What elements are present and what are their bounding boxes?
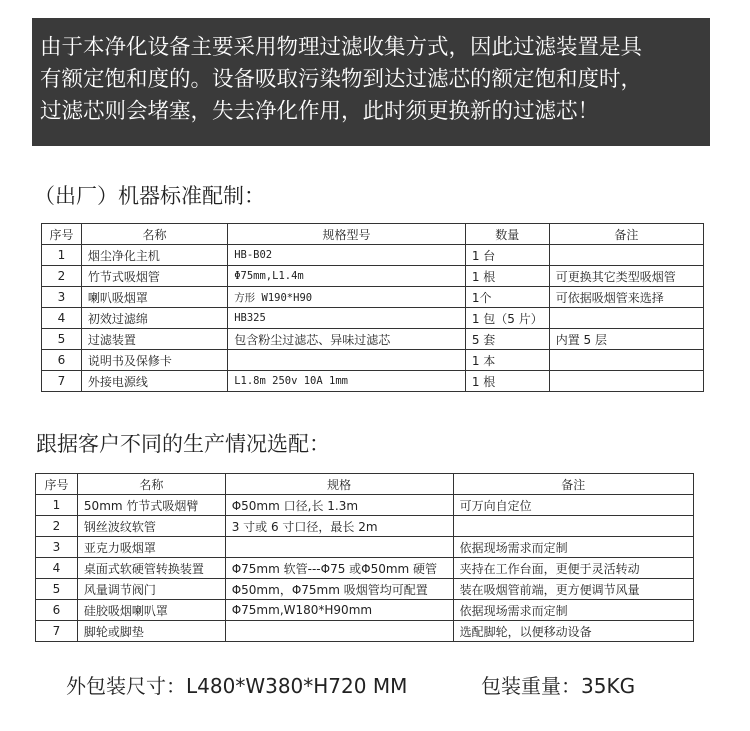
cell-note: 可依据吸烟管来选择: [549, 287, 703, 308]
table-row: [36, 516, 694, 537]
cell-qty: 1个: [465, 287, 549, 308]
cell-spec: HB-B02: [228, 245, 466, 266]
header-name: 名称: [81, 224, 227, 245]
header-index: 序号: [42, 224, 82, 245]
cell-index: 2: [42, 266, 82, 287]
cell-index: 4: [36, 558, 78, 579]
cell-note: [549, 371, 703, 392]
cell-spec: Φ75mm,L1.4m: [228, 266, 466, 287]
cell-index: 5: [36, 579, 78, 600]
table-row: [42, 287, 704, 308]
cell-note: 可更换其它类型吸烟管: [549, 266, 703, 287]
cell-note: 夹持在工作台面，更便于灵活转动: [453, 558, 693, 579]
optional-config-heading: 跟据客户不同的生产情况选配：: [36, 432, 330, 456]
cell-note: [453, 516, 693, 537]
standard-config-heading: （出厂）机器标准配制：: [34, 184, 265, 208]
table-header-row: [36, 474, 694, 495]
notice-line: 有额定饱和度的。设备吸取污染物到达过滤芯的额定饱和度时，: [40, 67, 643, 92]
cell-index: 5: [42, 329, 82, 350]
cell-note: [549, 350, 703, 371]
cell-index: 4: [42, 308, 82, 329]
cell-name: 喇叭吸烟罩: [81, 287, 227, 308]
cell-name: 亚克力吸烟罩: [77, 537, 225, 558]
cell-spec: 方形 W190*H90: [228, 287, 466, 308]
cell-spec: 3 寸或 6 寸口径，最长 2m: [225, 516, 453, 537]
cell-qty: 1 根: [465, 266, 549, 287]
table-row: [36, 537, 694, 558]
cell-name: 风量调节阀门: [77, 579, 225, 600]
cell-index: 6: [36, 600, 78, 621]
cell-spec: Φ75mm 软管---Φ75 或Φ50mm 硬管: [225, 558, 453, 579]
cell-note: 依据现场需求而定制: [453, 600, 693, 621]
cell-note: 依据现场需求而定制: [453, 537, 693, 558]
notice-line: 由于本净化设备主要采用物理过滤收集方式，因此过滤装置是具: [40, 35, 643, 60]
standard-config-table: [41, 223, 704, 392]
table-row: [42, 245, 704, 266]
package-weight: 包装重量：35KG: [481, 674, 636, 698]
cell-qty: 5 套: [465, 329, 549, 350]
table-row: [36, 495, 694, 516]
cell-name: 过滤装置: [81, 329, 227, 350]
cell-name: 50mm 竹节式吸烟臂: [77, 495, 225, 516]
cell-note: 内置 5 层: [549, 329, 703, 350]
cell-index: 3: [42, 287, 82, 308]
cell-spec: [228, 350, 466, 371]
header-index: 序号: [36, 474, 78, 495]
cell-qty: 1 根: [465, 371, 549, 392]
header-spec: 规格型号: [228, 224, 466, 245]
cell-note: 可万向自定位: [453, 495, 693, 516]
table-row: [36, 621, 694, 642]
cell-name: 外接电源线: [81, 371, 227, 392]
cell-name: 硅胶吸烟喇叭罩: [77, 600, 225, 621]
cell-qty: 1 本: [465, 350, 549, 371]
cell-spec: [225, 537, 453, 558]
cell-spec: Φ50mm，Φ75mm 吸烟管均可配置: [225, 579, 453, 600]
table-row: [36, 600, 694, 621]
cell-name: 脚轮或脚垫: [77, 621, 225, 642]
cell-qty: 1 包（5 片）: [465, 308, 549, 329]
cell-index: 6: [42, 350, 82, 371]
table-row: [42, 329, 704, 350]
cell-name: 烟尘净化主机: [81, 245, 227, 266]
optional-config-table: [35, 473, 694, 642]
table-row: [42, 350, 704, 371]
cell-spec: Φ75mm,W180*H90mm: [225, 600, 453, 621]
package-size: 外包装尺寸：L480*W380*H720 MM: [66, 674, 408, 698]
cell-index: 7: [36, 621, 78, 642]
table-row: [36, 558, 694, 579]
cell-index: 1: [36, 495, 78, 516]
notice-line: 过滤芯则会堵塞，失去净化作用，此时须更换新的过滤芯！: [40, 99, 600, 124]
table-row: [36, 579, 694, 600]
cell-spec: HB325: [228, 308, 466, 329]
table-row: [42, 371, 704, 392]
header-note: 备注: [453, 474, 693, 495]
cell-index: 7: [42, 371, 82, 392]
cell-index: 1: [42, 245, 82, 266]
cell-name: 说明书及保修卡: [81, 350, 227, 371]
cell-spec: 包含粉尘过滤芯、异味过滤芯: [228, 329, 466, 350]
cell-note: 选配脚轮，以便移动设备: [453, 621, 693, 642]
cell-spec: Φ50mm 口径,长 1.3m: [225, 495, 453, 516]
cell-name: 初效过滤绵: [81, 308, 227, 329]
header-spec: 规格: [225, 474, 453, 495]
cell-qty: 1 台: [465, 245, 549, 266]
cell-index: 3: [36, 537, 78, 558]
header-qty: 数量: [465, 224, 549, 245]
cell-note: 装在吸烟管前端，更方便调节风量: [453, 579, 693, 600]
cell-name: 竹节式吸烟管: [81, 266, 227, 287]
cell-spec: L1.8m 250v 10A 1mm: [228, 371, 466, 392]
cell-name: 桌面式软硬管转换装置: [77, 558, 225, 579]
cell-index: 2: [36, 516, 78, 537]
cell-note: [549, 245, 703, 266]
cell-name: 钢丝波纹软管: [77, 516, 225, 537]
cell-note: [549, 308, 703, 329]
table-row: [42, 308, 704, 329]
table-row: [42, 266, 704, 287]
header-name: 名称: [77, 474, 225, 495]
cell-spec: [225, 621, 453, 642]
header-note: 备注: [549, 224, 703, 245]
notice-banner: [32, 18, 710, 146]
table-header-row: [42, 224, 704, 245]
